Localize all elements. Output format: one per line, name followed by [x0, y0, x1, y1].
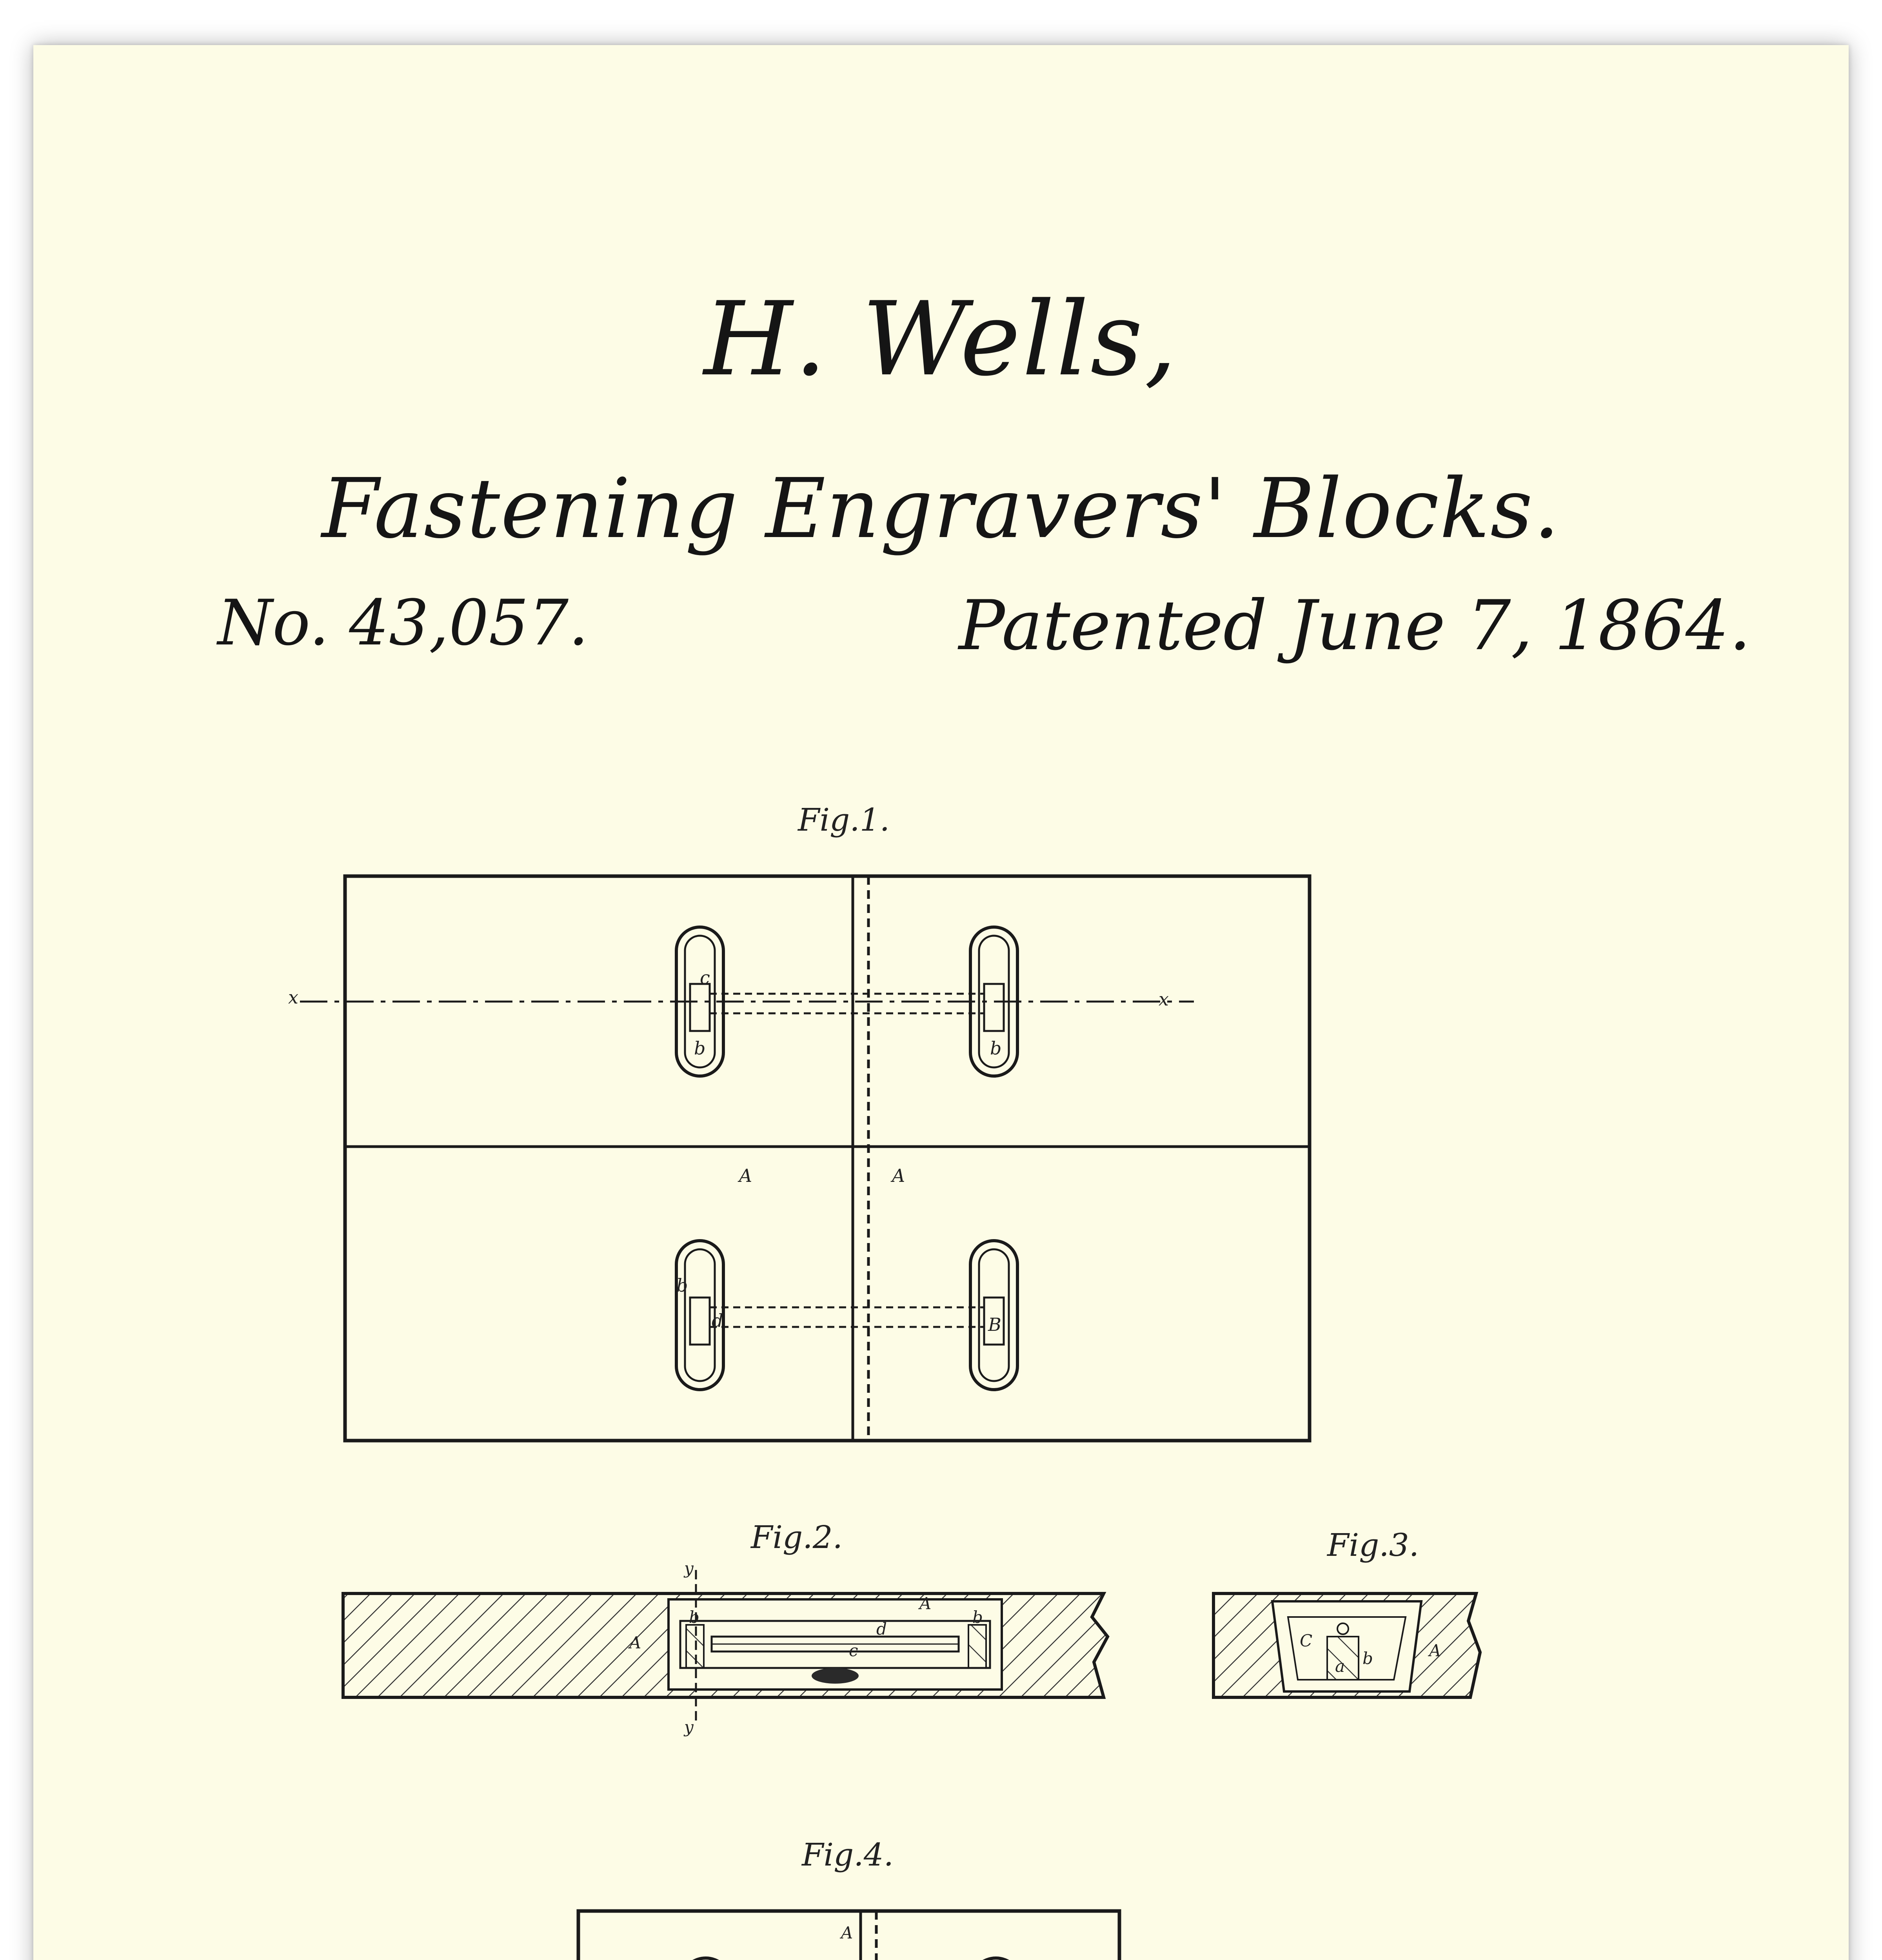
letter-A: A: [1429, 1641, 1441, 1660]
letter-b: b: [1362, 1649, 1373, 1668]
letter-A-right: A: [892, 1165, 905, 1186]
letter-A: A: [841, 1923, 853, 1942]
letter-d: d: [876, 1619, 887, 1639]
letter-b: b: [689, 1608, 699, 1627]
fig1-reference-letters: [288, 967, 1169, 1335]
letter-A-left: A: [739, 1165, 752, 1186]
letter-x-left: x: [288, 987, 298, 1008]
patent-title: H. Wells,: [703, 280, 1179, 399]
letter-A: A: [629, 1633, 641, 1652]
letter-a: a: [1335, 1657, 1345, 1676]
letter-B: B: [988, 1314, 1001, 1335]
letter-y-top: y: [684, 1559, 694, 1578]
patent-sheet: [33, 45, 1849, 1960]
letter-C: C: [1300, 1631, 1313, 1650]
patent-subtitle: Fastening Engravers' Blocks.: [322, 461, 1560, 557]
letter-y-bottom: y: [684, 1717, 694, 1737]
patent-drawings: [33, 45, 1849, 1960]
patent-number: No. 43,057.: [218, 586, 589, 659]
fig2-label: Fig.2.: [751, 1519, 843, 1555]
fig4-reference-letters: [704, 1923, 992, 1960]
letter-c: c: [849, 1641, 858, 1660]
fig3-label: Fig.3.: [1327, 1527, 1419, 1563]
letter-b: b: [694, 1038, 706, 1059]
letter-A: A: [919, 1594, 932, 1613]
fig1-label: Fig.1.: [798, 802, 890, 838]
letter-b: b: [972, 1608, 983, 1627]
patent-date: Patented June 7, 1864.: [959, 586, 1751, 666]
letter-c: c: [700, 967, 710, 988]
letter-b: b: [990, 1038, 1002, 1059]
letter-b: b: [676, 1275, 688, 1296]
fig4-label: Fig.4.: [802, 1837, 894, 1873]
letter-x-right: x: [1159, 989, 1169, 1010]
fig2-drawing: [343, 1570, 1108, 1723]
letter-d: d: [712, 1310, 723, 1331]
fig1-drawing: [300, 876, 1310, 1441]
